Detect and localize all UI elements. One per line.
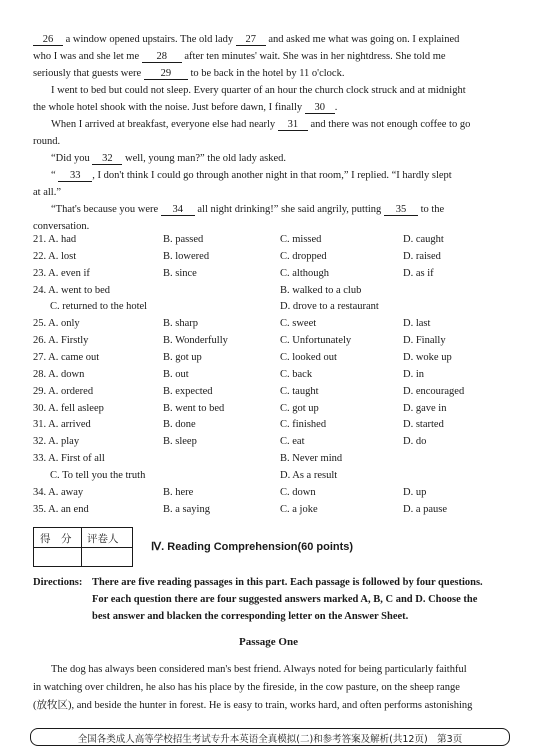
option-a: 26. A. Firstly [33, 335, 89, 347]
option-c: C. a joke [280, 503, 318, 515]
blank-35: 35 [384, 204, 418, 216]
story-line: I went to bed but could not sleep. Every quarter of an hour the church clock struck and at midnight [51, 85, 466, 96]
option-b: B. sharp [163, 318, 198, 330]
option-a: 22. A. lost [33, 250, 77, 262]
option-b: B. went to bed [163, 402, 225, 414]
grader-label: 评卷人 [87, 533, 119, 545]
blank-33: 33 [58, 170, 92, 182]
option-a: 30. A. fell asleep [33, 402, 104, 414]
option-b: B. since [163, 267, 197, 279]
passage-line: (放牧区), and beside the hunter in forest. He is easy to train, works hard, and often performs astonishing [33, 700, 473, 711]
score-label: 得 分 [40, 533, 72, 545]
story-line: 26 a window opened upstairs. The old lady 27 and asked me what was going on. I explained [33, 33, 505, 46]
option-a: 32. A. play [33, 436, 80, 448]
option-b: B. out [163, 368, 189, 380]
story-line: “That's because you were 34 all night drinking!” she said angrily, putting 35 to the [51, 204, 445, 215]
option-b: B. lowered [163, 250, 210, 262]
story-line: at all.” [33, 187, 61, 198]
blank-34: 34 [161, 204, 195, 216]
option-c: C. back [280, 368, 313, 380]
option-c: D. As a result [280, 469, 338, 481]
option-a: 28. A. down [33, 368, 85, 380]
option-c: B. walked to a club [280, 284, 362, 296]
option-c: C. Unfortunately [280, 335, 352, 347]
option-d: D. started [403, 419, 444, 431]
option-a: C. To tell you the truth [50, 469, 146, 481]
story-line: round. [33, 136, 61, 147]
passage-title: Passage One [239, 636, 298, 648]
option-b: B. sleep [163, 436, 197, 448]
option-d: D. last [403, 318, 431, 330]
footer-text: 全国各类成人高等学校招生考试专升本英语全真模拟(二)和参考答案及解析(共12页) 第3页 [77, 734, 463, 745]
footer [30, 728, 510, 746]
option-c: B. Never mind [280, 453, 343, 465]
directions-label: Directions: [33, 577, 83, 588]
option-a: 23. A. even if [33, 267, 90, 279]
blank-30: 30 [305, 102, 335, 114]
option-a: 35. A. an end [33, 503, 89, 515]
option-b: B. Wonderfully [163, 335, 228, 347]
option-d: D. a pause [403, 503, 448, 515]
directions-line: For each question there are four suggested answers marked A, B, C and D. Choose the [92, 594, 478, 605]
option-b: B. got up [163, 351, 202, 363]
blank-27: 27 [236, 34, 266, 46]
option-a: 31. A. arrived [33, 419, 91, 431]
blank-29: 29 [144, 68, 188, 80]
option-d: D. do [403, 436, 427, 448]
story-line: conversation. [33, 221, 90, 232]
option-c: C. although [280, 267, 329, 279]
option-c: C. looked out [280, 351, 337, 363]
option-c: C. eat [280, 436, 305, 448]
option-c: C. taught [280, 385, 319, 397]
option-d: D. raised [403, 250, 441, 262]
option-d: D. encouraged [403, 385, 465, 397]
option-c: D. drove to a restaurant [280, 301, 379, 313]
option-b: B. done [163, 419, 196, 431]
option-d: D. as if [403, 267, 434, 279]
story-line: “ 33 , I don't think I could go through another night in that room,” I replied. “I hardly slept [51, 170, 452, 181]
option-c: C. finished [280, 419, 327, 431]
option-d: D. woke up [403, 351, 452, 363]
option-b: B. expected [163, 385, 213, 397]
directions-line: best answer and blacken the corresponding letter on the Answer Sheet. [92, 611, 409, 622]
option-d: D. caught [403, 234, 444, 245]
option-a: 29. A. ordered [33, 385, 94, 397]
option-a: 33. A. First of all [33, 453, 105, 465]
passage-line: The dog has always been considered man's best friend. Always noted for being particularly faithful [51, 664, 467, 675]
option-d: D. gave in [403, 402, 447, 414]
option-c: C. got up [280, 402, 319, 414]
blank-31: 31 [278, 119, 308, 131]
option-c: C. dropped [280, 250, 327, 262]
option-a: C. returned to the hotel [50, 301, 148, 313]
section-title: Ⅳ. Reading Comprehension(60 points) [151, 541, 354, 553]
option-a: 24. A. went to bed [33, 284, 110, 296]
score-box [33, 527, 133, 567]
option-c: C. sweet [280, 318, 317, 330]
option-b: B. here [163, 486, 194, 498]
story-line: “Did you 32 well, young man?” the old lady asked. [51, 153, 287, 164]
option-b: B. passed [163, 234, 204, 245]
option-d: D. in [403, 368, 424, 380]
blank-32: 32 [92, 153, 122, 165]
option-a: 25. A. only [33, 318, 80, 330]
option-a: 34. A. away [33, 486, 84, 498]
option-d: D. up [403, 486, 427, 498]
story-line: When I arrived at breakfast, everyone else had nearly 31 and there was not enough coffee to go [51, 119, 471, 130]
story-line: who I was and she let me 28 after ten minutes' wait. She was in her nightdress. She told me [33, 51, 446, 62]
blank-26: 26 [33, 34, 63, 46]
option-a: 21. A. had [33, 234, 77, 245]
option-c: C. down [280, 486, 316, 498]
story-line: seriously that guests were 29 to be back in the hotel by 11 o'clock. [33, 68, 345, 79]
option-b: B. a saying [163, 503, 210, 515]
passage-line: in watching over children, he also has his place by the fireside, in the cow pasture, on the sheep range [33, 682, 460, 693]
directions-line: There are five reading passages in this part. Each passage is followed by four questions. [92, 577, 483, 588]
blank-28: 28 [142, 51, 182, 63]
option-a: 27. A. came out [33, 351, 100, 363]
option-c: C. missed [280, 234, 322, 245]
story-line: the whole hotel shook with the noise. Just before dawn, I finally 30 . [33, 102, 338, 113]
option-d: D. Finally [403, 335, 446, 347]
